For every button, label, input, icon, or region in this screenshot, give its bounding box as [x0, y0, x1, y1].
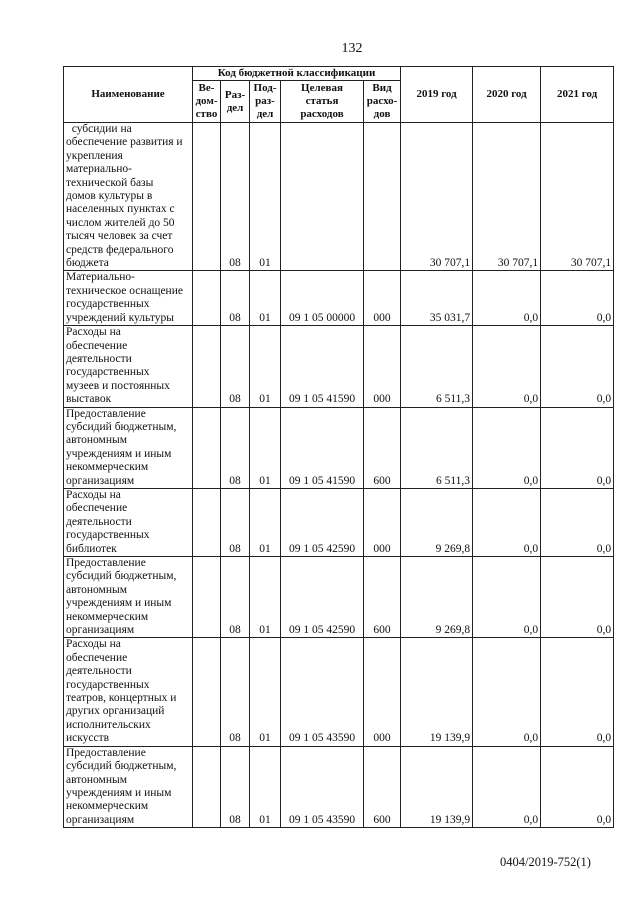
document-code: 0404/2019-752(1) [500, 855, 591, 869]
header-podrazdel: Под- раз- дел [250, 81, 281, 123]
row-value-2020: 0,0 [473, 746, 541, 827]
row-value-2020: 0,0 [473, 638, 541, 746]
row-target: 09 1 05 42590 [281, 488, 364, 556]
row-vedomstvo [193, 557, 221, 638]
row-value-2021: 0,0 [541, 326, 614, 407]
row-podrazdel: 01 [250, 638, 281, 746]
row-value-2019: 6 511,3 [401, 326, 473, 407]
row-value-2021: 30 707,1 [541, 123, 614, 271]
header-name: Наименование [64, 67, 193, 123]
row-value-2021: 0,0 [541, 488, 614, 556]
header-2019: 2019 год [401, 67, 473, 123]
row-podrazdel: 01 [250, 407, 281, 488]
row-razdel: 08 [221, 638, 250, 746]
row-razdel: 08 [221, 123, 250, 271]
row-razdel: 08 [221, 407, 250, 488]
row-target: 09 1 05 41590 [281, 326, 364, 407]
table-row [64, 271, 614, 326]
row-value-2019: 35 031,7 [401, 271, 473, 326]
row-name: Расходы на обеспечение деятельности государственных театров, концертных и других организаций исполнительских искусств [64, 638, 193, 746]
row-vedomstvo [193, 326, 221, 407]
row-value-2020: 30 707,1 [473, 123, 541, 271]
header-code-group: Код бюджетной классификации [193, 67, 401, 81]
row-value-2020: 0,0 [473, 407, 541, 488]
row-name: Расходы на обеспечение деятельности государственных библиотек [64, 488, 193, 556]
row-name: Предоставление субсидий бюджетным, автономным учреждениям и иным некоммерческим организациям [64, 407, 193, 488]
row-target: 09 1 05 43590 [281, 638, 364, 746]
row-podrazdel: 01 [250, 123, 281, 271]
table-row [64, 746, 614, 827]
row-value-2020: 0,0 [473, 271, 541, 326]
row-podrazdel: 01 [250, 271, 281, 326]
row-vid [364, 123, 401, 271]
page-number: 132 [341, 41, 363, 56]
row-value-2021: 0,0 [541, 638, 614, 746]
header-vid: Вид расхо- дов [364, 81, 401, 123]
row-podrazdel: 01 [250, 746, 281, 827]
row-value-2020: 0,0 [473, 326, 541, 407]
row-vedomstvo [193, 638, 221, 746]
header-2021: 2021 год [541, 67, 614, 123]
row-target: 09 1 05 00000 [281, 271, 364, 326]
row-vid: 600 [364, 557, 401, 638]
header-vedomstvo: Ве- дом- ство [193, 81, 221, 123]
row-vid: 000 [364, 271, 401, 326]
row-vid: 000 [364, 638, 401, 746]
row-vedomstvo [193, 123, 221, 271]
row-vid: 000 [364, 488, 401, 556]
row-target [281, 123, 364, 271]
row-target: 09 1 05 43590 [281, 746, 364, 827]
table-row [64, 407, 614, 488]
row-value-2019: 9 269,8 [401, 488, 473, 556]
header-2020: 2020 год [473, 67, 541, 123]
table-row [64, 123, 614, 271]
row-vid: 000 [364, 326, 401, 407]
budget-table [63, 66, 614, 828]
row-razdel: 08 [221, 488, 250, 556]
row-name: Расходы на обеспечение деятельности государственных музеев и постоянных выставок [64, 326, 193, 407]
row-target: 09 1 05 41590 [281, 407, 364, 488]
row-vedomstvo [193, 271, 221, 326]
table-body [64, 123, 614, 828]
row-vedomstvo [193, 407, 221, 488]
table-row [64, 557, 614, 638]
row-value-2019: 19 139,9 [401, 746, 473, 827]
row-podrazdel: 01 [250, 488, 281, 556]
row-razdel: 08 [221, 557, 250, 638]
row-vid: 600 [364, 746, 401, 827]
header-razdel: Раз- дел [221, 81, 250, 123]
row-value-2019: 19 139,9 [401, 638, 473, 746]
table-row [64, 326, 614, 407]
row-podrazdel: 01 [250, 326, 281, 407]
row-razdel: 08 [221, 271, 250, 326]
row-value-2019: 30 707,1 [401, 123, 473, 271]
row-value-2020: 0,0 [473, 488, 541, 556]
row-razdel: 08 [221, 746, 250, 827]
row-value-2021: 0,0 [541, 271, 614, 326]
row-podrazdel: 01 [250, 557, 281, 638]
row-name: Материально- техническое оснащение государственных учреждений культуры [64, 271, 193, 326]
row-value-2021: 0,0 [541, 557, 614, 638]
row-name: Предоставление субсидий бюджетным, автономным учреждениям и иным некоммерческим организациям [64, 557, 193, 638]
row-razdel: 08 [221, 326, 250, 407]
table-row [64, 638, 614, 746]
row-value-2019: 6 511,3 [401, 407, 473, 488]
table-row [64, 488, 614, 556]
row-vedomstvo [193, 488, 221, 556]
header-target: Целевая статья расходов [281, 81, 364, 123]
row-value-2021: 0,0 [541, 407, 614, 488]
row-value-2021: 0,0 [541, 746, 614, 827]
row-vedomstvo [193, 746, 221, 827]
row-name: Предоставление субсидий бюджетным, автономным учреждениям и иным некоммерческим организациям [64, 746, 193, 827]
row-value-2019: 9 269,8 [401, 557, 473, 638]
row-vid: 600 [364, 407, 401, 488]
row-name: субсидии на обеспечение развития и укрепления материально- технической базы домов культуры в населенных пунктах с числом жителей до 50 тысяч человек за счет средств федерального бюджета [64, 123, 193, 271]
row-value-2020: 0,0 [473, 557, 541, 638]
row-target: 09 1 05 42590 [281, 557, 364, 638]
